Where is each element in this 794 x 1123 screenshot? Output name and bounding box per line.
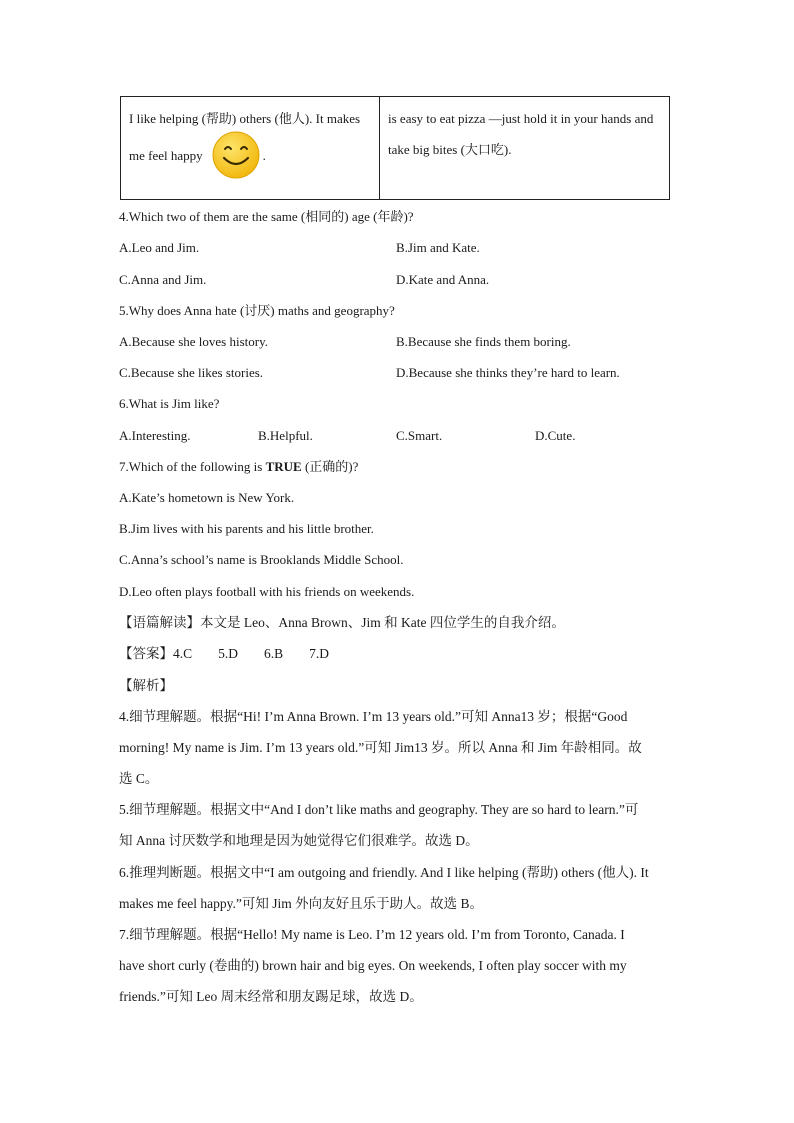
- table-cell-left: [121, 97, 380, 199]
- question-6: 6.What is Jim like?: [119, 396, 220, 411]
- analysis-line: have short curly (卷曲的) brown hair and big eyes. On weekends, I often play soccer with my: [119, 958, 627, 973]
- question-7-pre: 7.Which of the following is: [119, 459, 266, 474]
- q7-option-c: C.Anna’s school’s name is Brooklands Middle School.: [119, 552, 404, 567]
- answer-4: 4.C: [173, 646, 193, 661]
- q5-option-a: A.Because she loves history.: [119, 334, 268, 349]
- q4-option-a: A.Leo and Jim.: [119, 240, 200, 255]
- q5-option-d: D.Because she thinks they’re hard to learn.: [396, 365, 620, 380]
- q4-option-b: B.Jim and Kate.: [396, 240, 480, 255]
- table-left-line2-text: me feel happy: [129, 147, 203, 163]
- question-7-bold: TRUE: [265, 459, 302, 474]
- q4-option-c: C.Anna and Jim.: [119, 272, 207, 287]
- analysis-line: makes me feel happy.”可知 Jim 外向友好且乐于助人。故选 B。: [119, 896, 483, 911]
- passage-table: [120, 96, 670, 200]
- passage-note: 【语篇解读】本文是 Leo、Anna Brown、Jim 和 Kate 四位学生的自我介绍。: [119, 615, 565, 630]
- q6-option-a: A.Interesting.: [119, 428, 191, 443]
- q4-option-d: D.Kate and Anna.: [396, 272, 490, 287]
- analysis-line: 6.推理判断题。根据文中“I am outgoing and friendly. And I like helping (帮助) others (他人). It: [119, 865, 649, 880]
- analysis-line: 知 Anna 讨厌数学和地理是因为她觉得它们很难学。故选 D。: [119, 833, 479, 848]
- answer-5: 5.D: [218, 646, 239, 661]
- q7-option-d: D.Leo often plays football with his friends on weekends.: [119, 584, 415, 599]
- q6-option-d: D.Cute.: [535, 428, 576, 443]
- analysis-line: morning! My name is Jim. I’m 13 years old.”可知 Jim13 岁。所以 Anna 和 Jim 年龄相同。故: [119, 740, 642, 755]
- table-left-line1: I like helping (帮助) others (他人). It makes: [129, 111, 361, 126]
- smiley-face-icon: [211, 130, 261, 180]
- answer-7: 7.D: [309, 646, 330, 661]
- analysis-line: friends.”可知 Leo 周末经常和朋友踢足球，故选 D。: [119, 989, 423, 1004]
- q6-option-b: B.Helpful.: [258, 428, 313, 443]
- answer-6: 6.B: [264, 646, 284, 661]
- answers-line: [119, 645, 329, 663]
- q7-option-b: B.Jim lives with his parents and his little brother.: [119, 521, 374, 536]
- analysis-line: 7.细节理解题。根据“Hello! My name is Leo. I’m 12 years old. I’m from Toronto, Canada. I: [119, 927, 625, 942]
- question-7: [119, 458, 358, 476]
- table-left-line2-end: .: [262, 147, 266, 163]
- q6-option-c: C.Smart.: [396, 428, 443, 443]
- analysis-line: 选 C。: [119, 771, 159, 786]
- table-right-line1: is easy to eat pizza —just hold it in your hands and: [388, 111, 654, 126]
- question-7-post: (正确的)?: [301, 459, 359, 474]
- analysis-line: 4.细节理解题。根据“Hi! I’m Anna Brown. I’m 13 years old.”可知 Anna13 岁；根据“Good: [119, 709, 628, 724]
- q5-option-b: B.Because she finds them boring.: [396, 334, 571, 349]
- q7-option-a: A.Kate’s hometown is New York.: [119, 490, 295, 505]
- answers-label: 【答案】: [119, 646, 173, 661]
- analysis-line: 5.细节理解题。根据文中“And I don’t like maths and geography. They are so hard to learn.”可: [119, 802, 639, 817]
- table-cell-right: [380, 97, 669, 199]
- question-5: 5.Why does Anna hate (讨厌) maths and geography?: [119, 303, 395, 318]
- analysis-label: 【解析】: [119, 678, 173, 693]
- table-left-line2: [129, 128, 371, 182]
- table-right-line2: take big bites (大口吃).: [388, 142, 512, 157]
- question-4: 4.Which two of them are the same (相同的) age (年龄)?: [119, 209, 414, 224]
- q5-option-c: C.Because she likes stories.: [119, 365, 264, 380]
